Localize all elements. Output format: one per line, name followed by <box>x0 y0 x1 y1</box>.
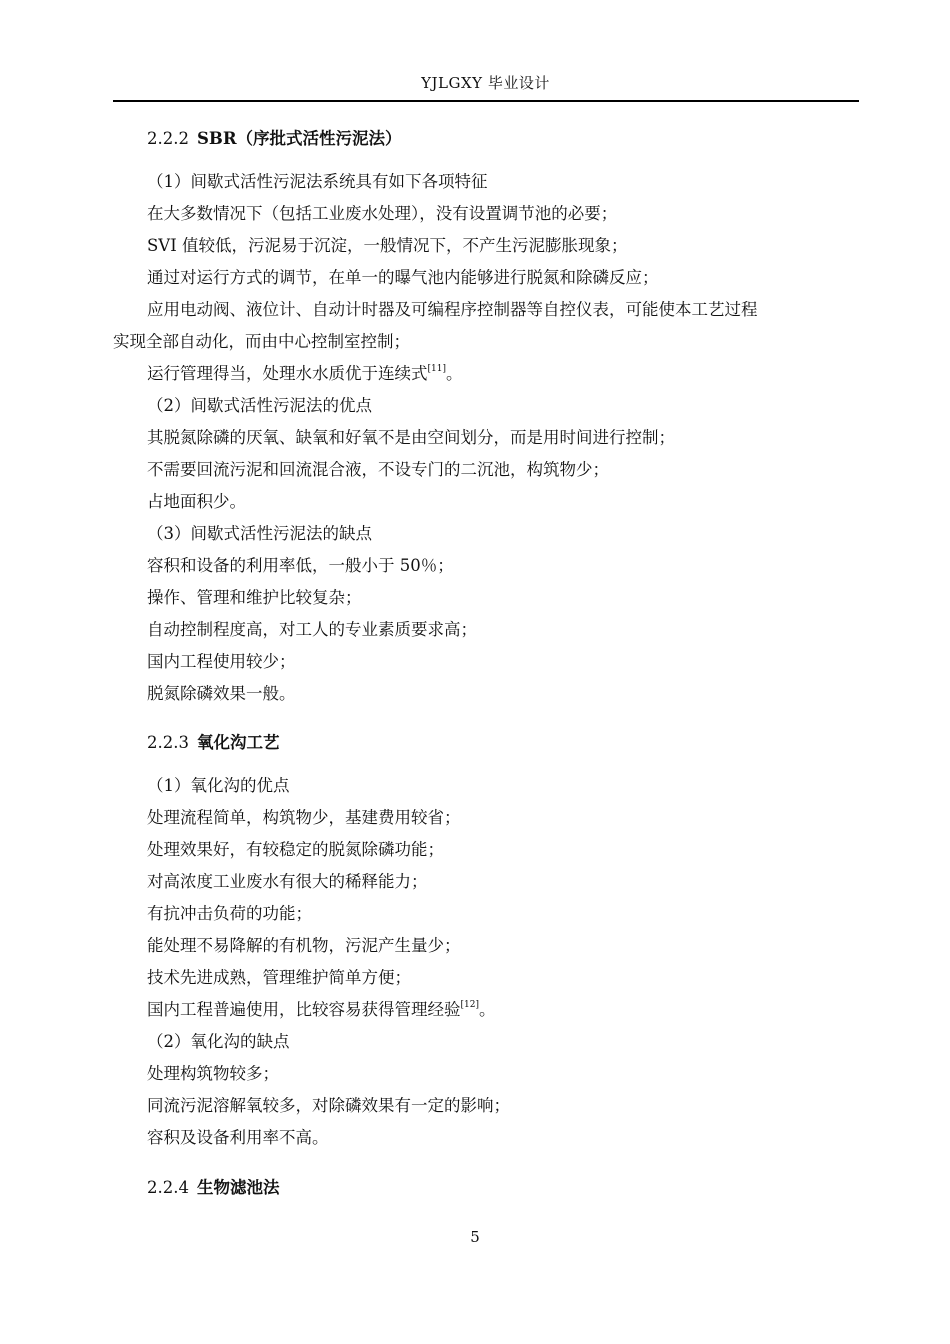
paragraph-line: 占地面积少。 <box>147 492 246 511</box>
paragraph-line: 实现全部自动化，而由中心控制室控制； <box>113 332 410 351</box>
section-number: 2.2.2 <box>147 129 189 148</box>
paragraph-line-with-citation <box>147 363 462 385</box>
running-header: YJLGXY 毕业设计 <box>421 74 550 92</box>
paragraph-line: （1）间歇式活性污泥法系统具有如下各项特征 <box>147 172 488 191</box>
paragraph-line: 自动控制程度高，对工人的专业素质要求高； <box>147 620 477 639</box>
paragraph-line: （2）间歇式活性污泥法的优点 <box>147 396 372 415</box>
paragraph-line: 容积和设备的利用率低，一般小于 50％； <box>147 556 454 575</box>
paragraph-line-with-citation <box>147 999 495 1021</box>
paragraph-line: （2）氧化沟的缺点 <box>147 1032 290 1051</box>
paragraph-line: 处理效果好，有较稳定的脱氮除磷功能； <box>147 840 444 859</box>
paragraph-line: 技术先进成熟，管理维护简单方便； <box>147 968 411 987</box>
section-title: 生物滤池法 <box>196 1178 280 1197</box>
paragraph-line: 通过对运行方式的调节，在单一的曝气池内能够进行脱氮和除磷反应； <box>147 268 659 287</box>
section-number: 2.2.3 <box>147 733 189 752</box>
paragraph-line: 应用电动阀、液位计、自动计时器及可编程序控制器等自控仪表，可能使本工艺过程 <box>147 300 758 319</box>
section-title: SBR（序批式活性污泥法） <box>196 129 402 148</box>
paragraph-line: 脱氮除磷效果一般。 <box>147 684 296 703</box>
paragraph-line: 有抗冲击负荷的功能； <box>147 904 312 923</box>
section-heading-2-2-4 <box>147 1177 279 1199</box>
paragraph-line: 容积及设备利用率不高。 <box>147 1128 329 1147</box>
paragraph-line: 操作、管理和维护比较复杂； <box>147 588 362 607</box>
citation-ref: [12] <box>460 1000 479 1010</box>
paragraph-line: （1）氧化沟的优点 <box>147 776 290 795</box>
paragraph-line: （3）间歇式活性污泥法的缺点 <box>147 524 372 543</box>
paragraph-line: SVI 值较低，污泥易于沉淀，一般情况下，不产生污泥膨胀现象； <box>147 236 628 255</box>
section-heading-2-2-2 <box>147 128 402 150</box>
header-rule <box>113 100 859 102</box>
paragraph-line: 在大多数情况下（包括工业废水处理），没有设置调节池的必要； <box>147 204 618 223</box>
paragraph-line: 不需要回流污泥和回流混合液，不设专门的二沉池，构筑物少； <box>147 460 609 479</box>
paragraph-text: 国内工程普遍使用，比较容易获得管理经验 <box>147 1000 461 1019</box>
paragraph-line: 能处理不易降解的有机物，污泥产生量少； <box>147 936 461 955</box>
section-title: 氧化沟工艺 <box>196 733 280 752</box>
paragraph-line: 同流污泥溶解氧较多，对除磷效果有一定的影响； <box>147 1096 510 1115</box>
section-heading-2-2-3 <box>147 732 279 754</box>
paragraph-line: 其脱氮除磷的厌氧、缺氧和好氧不是由空间划分，而是用时间进行控制； <box>147 428 675 447</box>
paragraph-line: 对高浓度工业废水有很大的稀释能力； <box>147 872 428 891</box>
paragraph-line: 处理构筑物较多； <box>147 1064 279 1083</box>
section-number: 2.2.4 <box>147 1178 189 1197</box>
paragraph-line: 国内工程使用较少； <box>147 652 296 671</box>
paragraph-tail: 。 <box>445 364 463 383</box>
paragraph-text: 运行管理得当，处理水水质优于连续式 <box>147 364 428 383</box>
page-number: 5 <box>470 1228 480 1246</box>
citation-ref: [11] <box>427 364 446 374</box>
paragraph-tail: 。 <box>478 1000 496 1019</box>
paragraph-line: 处理流程简单，构筑物少，基建费用较省； <box>147 808 461 827</box>
